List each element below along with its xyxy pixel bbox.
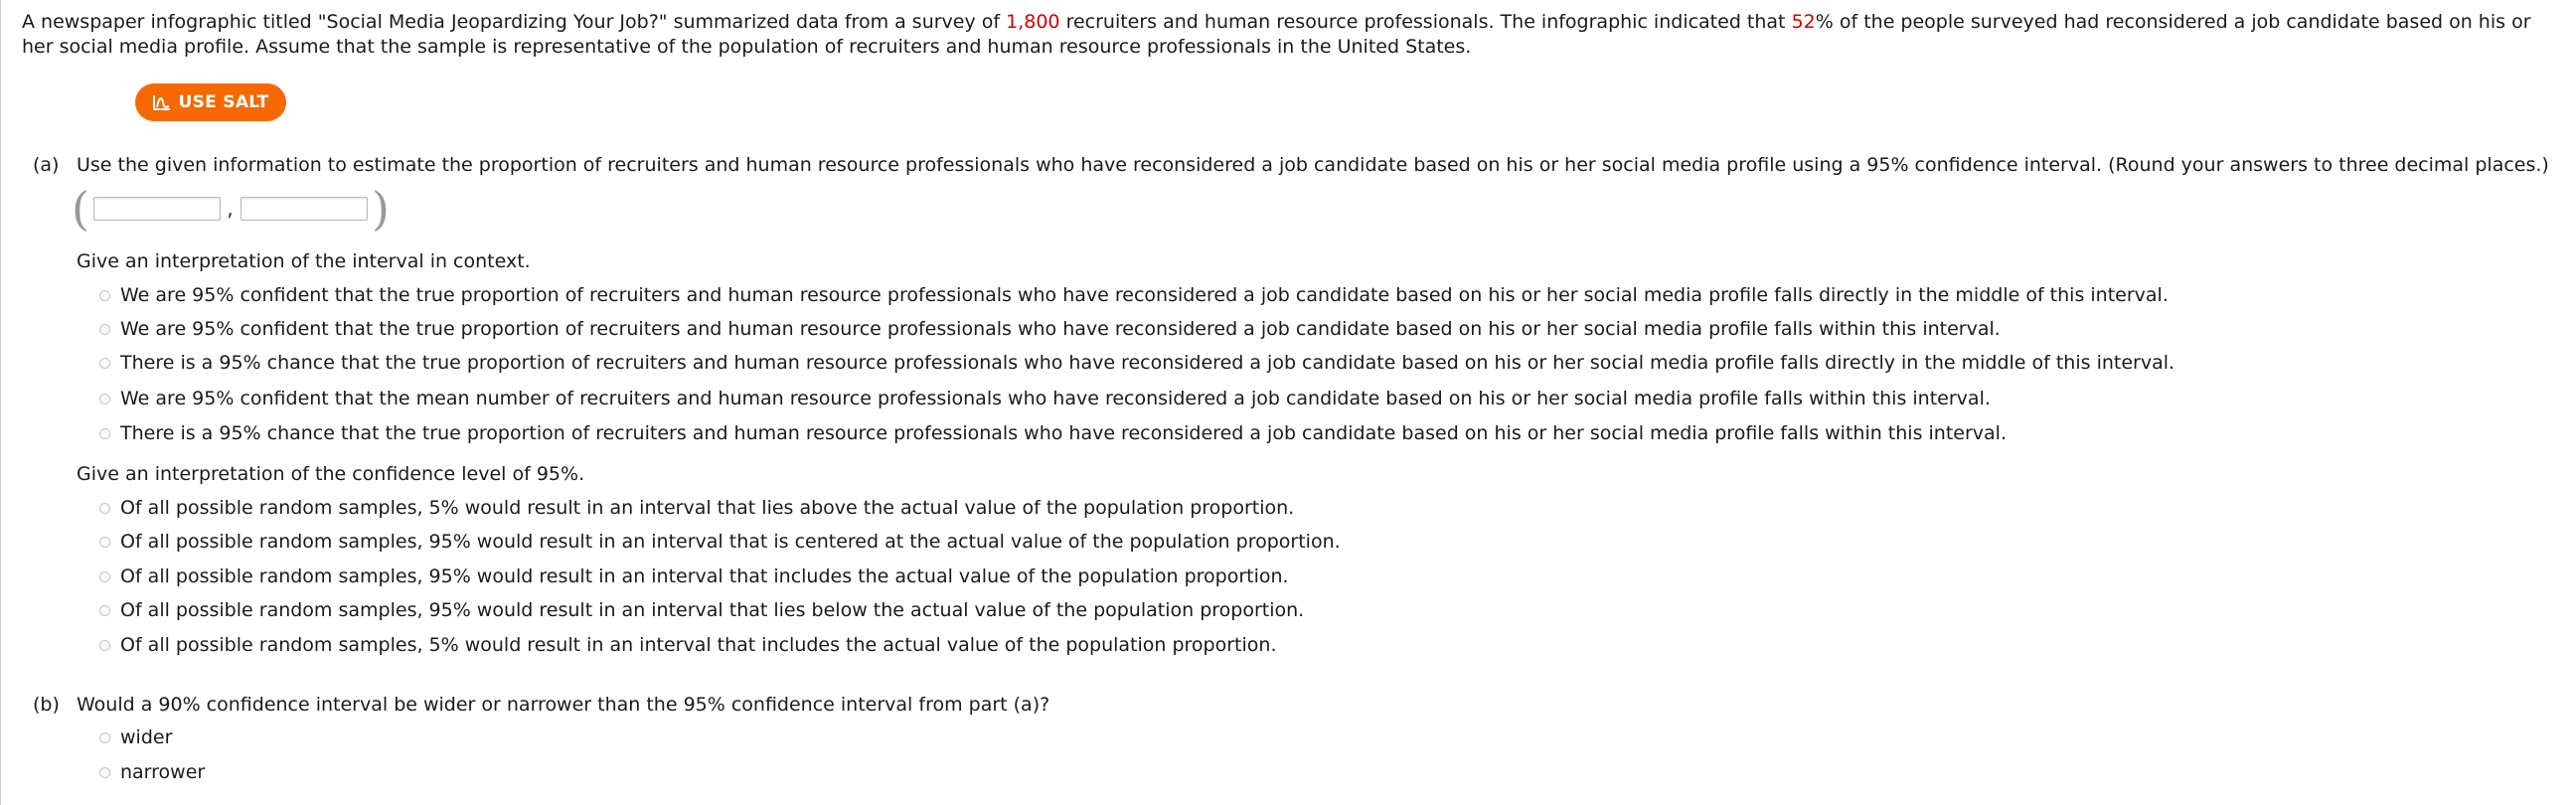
use-salt-button[interactable]: [135, 83, 286, 121]
use-salt-label: USE SALT: [178, 92, 269, 112]
interpretation-option[interactable]: [99, 350, 2174, 376]
lower-bound-input[interactable]: [93, 197, 221, 221]
confidence-option[interactable]: [99, 632, 1277, 658]
part-b-label: (b): [33, 694, 60, 716]
radio-button[interactable]: [99, 290, 110, 301]
option-narrower[interactable]: [99, 759, 205, 785]
option-text: wider: [120, 726, 173, 748]
radio-button[interactable]: [99, 324, 110, 335]
intro-text-2: recruiters and human resource professionals. The infographic indicated that: [1059, 11, 1792, 33]
option-wider[interactable]: [99, 724, 172, 750]
radio-button[interactable]: [99, 394, 110, 404]
part-a-question: Use the given information to estimate the proportion of recruiters and human resource professionals who have reconsidered a job candidate based on his or her social media profile using a 95% confidence interval. (Round your answers to three decimal places.): [77, 154, 2549, 176]
confidence-level-prompt: Give an interpretation of the confidence level of 95%.: [77, 463, 585, 485]
option-text: We are 95% confident that the true proportion of recruiters and human resource professionals who have reconsidered a job candidate based on his or her social media profile falls directly in the middle of this interval.: [120, 284, 2169, 306]
intro-text-3: % of the people surveyed had reconsidered a job candidate based on his or her social media profile. Assume that the sample is representative of the population of recruiters and human resource professionals in the United States.: [22, 11, 2531, 58]
radio-button[interactable]: [99, 537, 110, 548]
problem-statement: [22, 10, 2566, 60]
confidence-option[interactable]: [99, 495, 1294, 521]
radio-button[interactable]: [99, 605, 110, 616]
salt-chart-icon: [153, 94, 171, 110]
option-text: Of all possible random samples, 95% would result in an interval that lies below the actual value of the population proportion.: [120, 599, 1305, 621]
part-b-question: Would a 90% confidence interval be wider or narrower than the 95% confidence interval from part (a)?: [77, 694, 1050, 716]
interpretation-option[interactable]: [99, 386, 1991, 411]
option-text: Of all possible random samples, 95% would result in an interval that is centered at the actual value of the population proportion.: [120, 531, 1341, 553]
interval-close-paren: ): [372, 182, 390, 236]
interval-comma: ,: [227, 197, 234, 222]
radio-button[interactable]: [99, 732, 110, 743]
interval-interpretation-prompt: Give an interpretation of the interval in context.: [77, 250, 531, 272]
radio-button[interactable]: [99, 358, 110, 369]
radio-button[interactable]: [99, 571, 110, 582]
confidence-option[interactable]: [99, 529, 1341, 555]
confidence-option[interactable]: [99, 564, 1289, 589]
option-text: There is a 95% chance that the true proportion of recruiters and human resource professionals who have reconsidered a job candidate based on his or her social media profile falls directly in the middle of this interval.: [120, 352, 2175, 374]
interval-open-paren: (: [72, 182, 89, 236]
interpretation-option[interactable]: [99, 282, 2169, 308]
option-text: We are 95% confident that the mean number of recruiters and human resource professionals who have reconsidered a job candidate based on his or her social media profile falls within this interval.: [120, 388, 1991, 409]
option-text: Of all possible random samples, 5% would result in an interval that lies above the actual value of the population proportion.: [120, 497, 1295, 519]
radio-button[interactable]: [99, 428, 110, 439]
upper-bound-input[interactable]: [241, 197, 368, 221]
percent-value: 52: [1791, 11, 1816, 33]
radio-button[interactable]: [99, 767, 110, 778]
option-text: narrower: [120, 761, 206, 783]
left-divider: [0, 0, 1, 805]
option-text: There is a 95% chance that the true proportion of recruiters and human resource professionals who have reconsidered a job candidate based on his or her social media profile falls within this interval.: [120, 422, 2007, 444]
interpretation-option[interactable]: [99, 420, 2007, 446]
option-text: Of all possible random samples, 95% would result in an interval that includes the actual value of the population proportion.: [120, 565, 1289, 587]
radio-button[interactable]: [99, 503, 110, 514]
interpretation-option[interactable]: [99, 316, 2001, 342]
sample-size-value: 1,800: [1006, 11, 1060, 33]
confidence-option[interactable]: [99, 597, 1304, 623]
intro-text-1: A newspaper infographic titled "Social Media Jeopardizing Your Job?" summarized data from a survey of: [22, 11, 1007, 33]
option-text: Of all possible random samples, 5% would result in an interval that includes the actual value of the population proportion.: [120, 634, 1277, 656]
radio-button[interactable]: [99, 640, 110, 651]
option-text: We are 95% confident that the true proportion of recruiters and human resource professionals who have reconsidered a job candidate based on his or her social media profile falls within this interval.: [120, 318, 2001, 340]
part-a-label: (a): [33, 154, 60, 176]
